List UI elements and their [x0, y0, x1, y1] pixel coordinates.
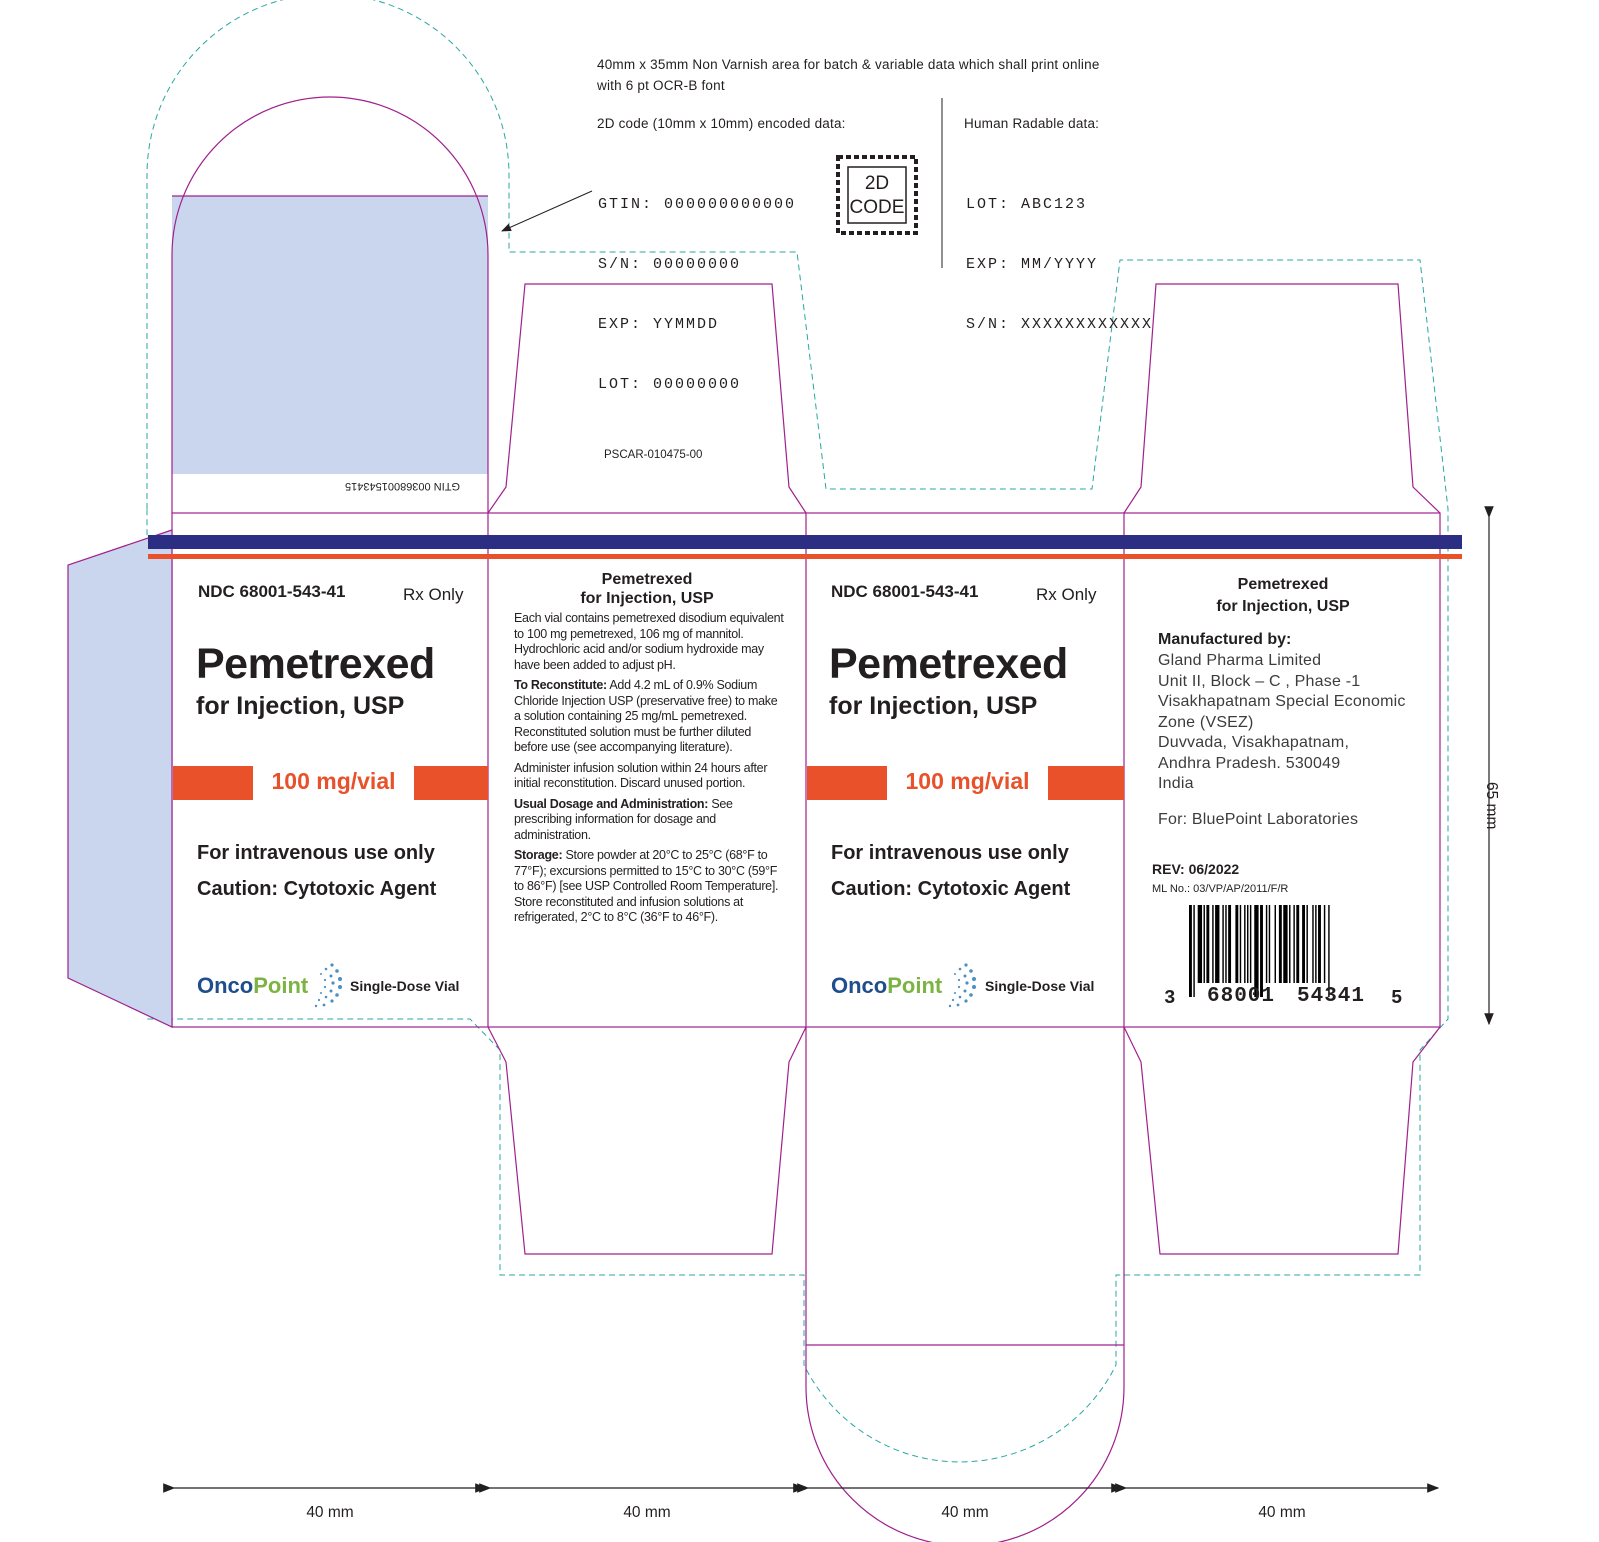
barcode-bar [1212, 905, 1213, 983]
barcode-bar [1206, 905, 1209, 983]
code-line-lot: LOT: 00000000 [598, 376, 742, 393]
side-panel-title [489, 570, 805, 608]
dosage-label: Usual Dosage and Administration: [514, 796, 709, 811]
front-panel-1-ndc [198, 582, 345, 602]
strength-bar-right-2 [1048, 766, 1124, 800]
back-title-line2: for Injection, USP [1216, 598, 1350, 615]
front-panel-2-single-dose: Single-Dose Vial [985, 978, 1095, 994]
front-panel-2-strength: 100 mg/vial [905, 768, 1030, 794]
mfr-line-6: Andhra Pradesh. 530049 [1158, 754, 1341, 772]
brand-onco: Onco [197, 973, 254, 998]
side-composition: Each vial contains pemetrexed disodium equivalent to 100 mg pemetrexed, 106 mg of mannitol. Hydrochloric acid and/or sodium hydroxide may have been added to adjust pH. [514, 611, 784, 672]
back-panel-title [1125, 574, 1441, 618]
side-reconstitute [514, 678, 784, 756]
front-panel-1-iv-use: For intravenous use only [197, 842, 435, 864]
bottom-dust-flap-1 [488, 1027, 806, 1254]
barcode-bar [1222, 905, 1223, 983]
barcode-bar [1318, 905, 1321, 983]
manufacturer-label: Manufactured by: [1158, 631, 1292, 648]
ndc-prefix: NDC 68001- [831, 582, 926, 601]
2d-code-label-line2: CODE [849, 197, 905, 218]
side-title-line1: Pemetrexed [601, 571, 693, 588]
barcode-bar [1235, 905, 1238, 983]
barcode-bar [1266, 905, 1267, 983]
human-line-exp: EXP: MM/YYYY [966, 256, 1099, 273]
top-dust-flap-2 [1124, 284, 1440, 513]
2d-code-label-line1: 2D [864, 173, 890, 194]
revision: REV: 06/2022 [1152, 861, 1240, 877]
barcode-digits-left-group: 68001 [1207, 985, 1276, 1008]
barcode-bar [1189, 905, 1192, 997]
strength-bar-right [414, 766, 488, 800]
dosage-text: See prescribing information for dosage and administration. [514, 796, 733, 842]
barcode-bar [1250, 905, 1251, 983]
code-line-exp: EXP: YYMMDD [598, 316, 720, 333]
storage-label: Storage: [514, 848, 563, 862]
human-line-lot: LOT: ABC123 [966, 196, 1088, 213]
strength-bar-left-2 [807, 766, 887, 800]
barcode-bar [1328, 905, 1329, 997]
front-panel-2-caution: Caution: Cytotoxic Agent [831, 878, 1071, 900]
code-data-title: 2D code (10mm x 10mm) encoded data: [597, 116, 846, 131]
height-dimension-label: 65 mm [1483, 782, 1500, 830]
front-panel-2-subtitle: for Injection, USP [829, 692, 1038, 720]
barcode-bar [1240, 905, 1241, 983]
pscar-code: PSCAR-010475-00 [604, 449, 703, 461]
front-panel-1-subtitle: for Injection, USP [196, 692, 405, 720]
bottom-dust-flap-2 [1124, 1027, 1440, 1254]
code-line-gtin: GTIN: 000000000000 [598, 196, 797, 213]
ml-number: ML No.: 03/VP/AP/2011/F/R [1152, 883, 1289, 895]
barcode-bar [1225, 905, 1226, 983]
reconstitute-text: Add 4.2 mL of 0.9% Sodium Chloride Injection USP (preservative free) to make a solution containing 25 mg/mL pemetrexed. Reconstituted solution must be further diluted before use (see accompanying literature). [514, 678, 778, 754]
mfr-line-7: India [1158, 775, 1194, 792]
width-label-panel-3: 40 mm [941, 1504, 989, 1521]
mfr-line-1: Gland Pharma Limited [1158, 652, 1322, 669]
side-storage [514, 848, 784, 926]
width-label-panel-4: 40 mm [1258, 1504, 1306, 1521]
side-title-line2: for Injection, USP [580, 590, 714, 607]
oncopoint-logo-icon-2 [922, 955, 978, 1011]
front-panel-2-title: Pemetrexed [829, 640, 1068, 688]
barcode-digit-right: 5 [1391, 987, 1403, 1009]
barcode-bar [1289, 905, 1290, 983]
barcode-bar [1269, 905, 1270, 983]
barcode-bar [1279, 905, 1282, 983]
distributor-line: For: BluePoint Laboratories [1158, 811, 1359, 828]
code-line-sn: S/N: 00000000 [598, 256, 742, 273]
side-administer: Administer infusion solution within 24 hours after initial reconstitution. Discard unused portion. [514, 760, 768, 790]
barcode-bar [1247, 905, 1248, 983]
back-title-line1: Pemetrexed [1237, 576, 1329, 593]
gtin-upside-down: GTIN 00368001543415 [345, 480, 460, 492]
bottom-tuck-flap [806, 1027, 1124, 1542]
human-data-title: Human Radable data: [964, 116, 1100, 131]
orange-stripe [148, 554, 1462, 559]
barcode-digits-right-group: 54341 [1297, 985, 1366, 1008]
side-dosage [514, 797, 784, 844]
barcode-digit-left: 3 [1164, 987, 1176, 1009]
ndc-product: 543 [292, 582, 321, 601]
barcode-bar [1306, 905, 1307, 983]
front-panel-2-iv-use: For intravenous use only [831, 842, 1069, 864]
width-label-panel-1: 40 mm [306, 1504, 354, 1521]
ndc-package: -41 [320, 582, 346, 601]
side-panel-body [514, 611, 784, 931]
mfr-line-4: Zone (VSEZ) [1158, 713, 1254, 731]
human-data-lines [966, 155, 1153, 355]
ndc-product: 543 [925, 582, 954, 601]
front-panel-2-ndc [831, 582, 978, 602]
barcode-bar [1293, 905, 1294, 983]
strength-bar-left [173, 766, 253, 800]
varnish-note-line1: 40mm x 35mm Non Varnish area for batch & variable data which shall print online [597, 57, 1100, 72]
ndc-prefix: NDC 68001- [198, 582, 293, 601]
front-panel-1-rx: Rx Only [403, 585, 464, 604]
brand-point: Point [887, 973, 943, 998]
glue-flap [68, 530, 172, 1027]
barcode-bar [1312, 905, 1313, 983]
mfr-line-2: Unit II, Block – C , Phase -1 [1158, 672, 1361, 690]
reconstitute-label: To Reconstitute: [514, 678, 607, 692]
barcode-bar [1198, 905, 1202, 983]
front-panel-1-single-dose: Single-Dose Vial [350, 978, 460, 994]
code-data-lines [598, 155, 796, 415]
varnish-note-line2: with 6 pt OCR-B font [597, 78, 725, 93]
barcode-bar [1254, 905, 1258, 997]
barcode-bar [1193, 905, 1194, 997]
barcode-bar [1215, 905, 1219, 983]
oncopoint-logo-icon [288, 955, 344, 1011]
barcode-bar [1324, 905, 1325, 983]
manufacturer-address [1158, 651, 1406, 795]
barcode-bar [1260, 905, 1263, 997]
navy-stripe [148, 535, 1462, 549]
brand-onco: Onco [831, 973, 888, 998]
ndc-package: -41 [953, 582, 979, 601]
barcode-bar [1204, 905, 1205, 983]
2d-code-label [848, 172, 906, 220]
front-panel-1-strength: 100 mg/vial [271, 768, 396, 794]
front-panel-2-rx: Rx Only [1036, 585, 1097, 604]
barcode-bar [1315, 905, 1316, 983]
mfr-line-5: Duvvada, Visakhapatnam, [1158, 734, 1350, 751]
barcode-bar [1228, 905, 1231, 983]
width-label-panel-2: 40 mm [623, 1504, 671, 1521]
barcode-bar [1296, 905, 1299, 983]
front-panel-1-title: Pemetrexed [196, 640, 435, 688]
barcode-bar [1275, 905, 1276, 983]
varnish-free-area [172, 196, 488, 474]
barcode-bar [1302, 905, 1305, 983]
barcode-bar [1244, 905, 1245, 983]
front-panel-1-caution: Caution: Cytotoxic Agent [197, 878, 437, 900]
mfr-line-3: Visakhapatnam Special Economic [1158, 693, 1406, 710]
brand-point: Point [253, 973, 309, 998]
human-line-sn: S/N: XXXXXXXXXXXX [966, 316, 1154, 333]
barcode-bar [1283, 905, 1287, 983]
storage-text: Store powder at 20°C to 25°C (68°F to 77°F); excursions permitted to 15°C to 30°C (59°F to 86°F) [see USP Controlled Room Temperature]. Store reconstituted and infusion solutions at refrigerated, 2°C to 8°C (36°F to 46°F). [514, 848, 779, 924]
